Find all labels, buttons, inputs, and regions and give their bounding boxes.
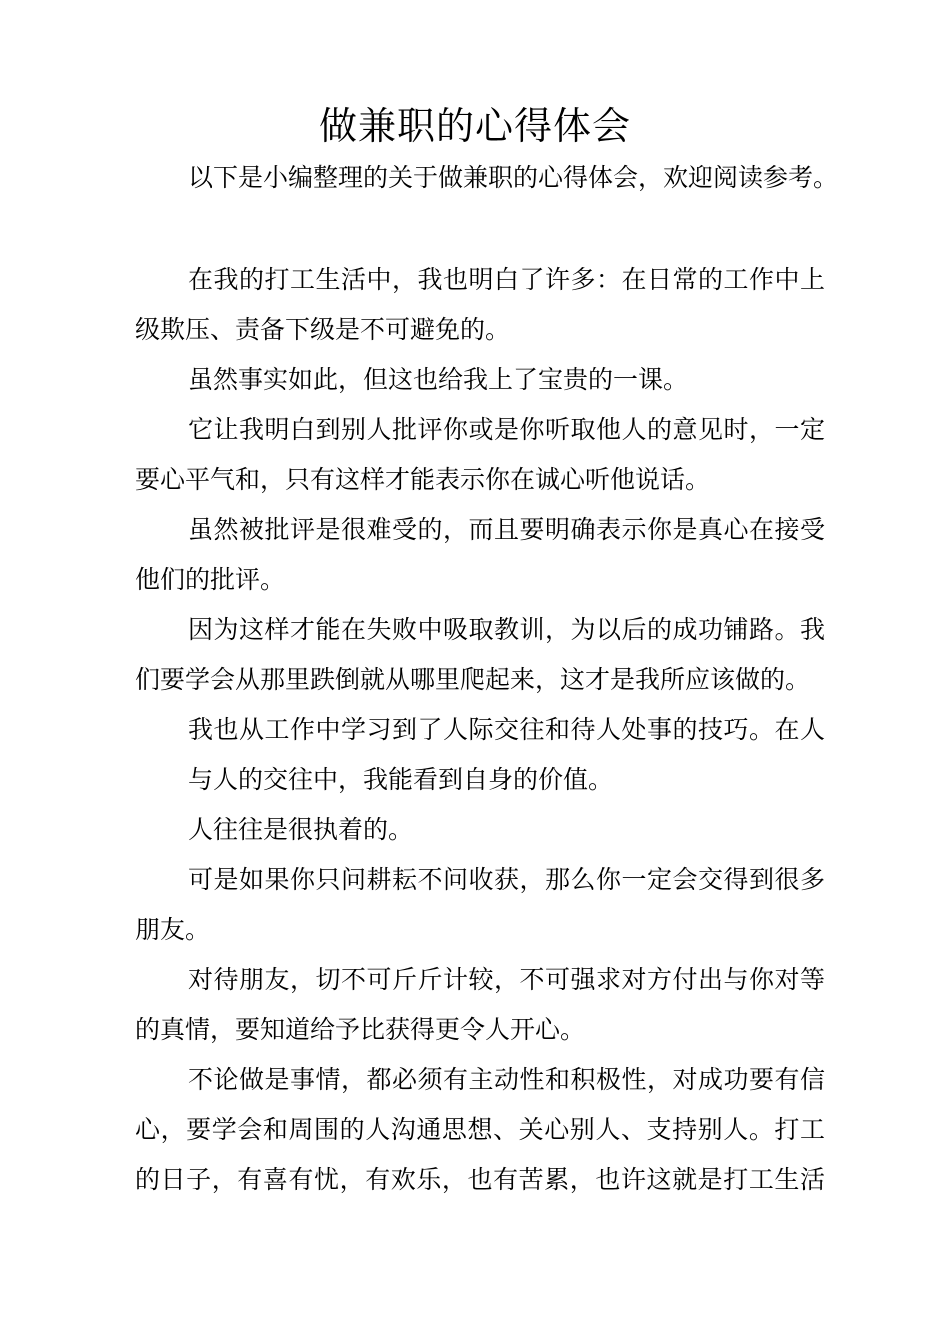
intro-line: 以下是小编整理的关于做兼职的心得体会，欢迎阅读参考。 (188, 163, 839, 192)
paragraph: 人往往是很执着的。 (188, 815, 414, 844)
paragraph: 在我的打工生活中，我也明白了许多：在日常的工作中上级欺压、责备下级是不可避免的。 (135, 265, 825, 344)
paragraph: 虽然被批评是很难受的，而且要明确表示你是真心在接受他们的批评。 (135, 515, 825, 594)
paragraph: 对待朋友，切不可斤斤计较，不可强求对方付出与你对等的真情，要知道给予比获得更令人开心。 (135, 965, 825, 1044)
paragraph: 可是如果你只问耕耘不问收获，那么你一定会交得到很多朋友。 (135, 865, 825, 944)
document-body (135, 255, 825, 1205)
paragraph: 不论做是事情，都必须有主动性和积极性，对成功要有信心，要学会和周围的人沟通思想、关心别人、支持别人。打工的日子，有喜有忧，有欢乐，也有苦累，也许这就是打工生活 (135, 1065, 825, 1194)
paragraph: 虽然事实如此，但这也给我上了宝贵的一课。 (188, 365, 689, 394)
paragraph: 因为这样才能在失败中吸取教训，为以后的成功铺路。我们要学会从那里跌倒就从哪里爬起来，这才是我所应该做的。 (135, 615, 825, 694)
document-title: 做兼职的心得体会 (318, 104, 631, 148)
paragraph: 我也从工作中学习到了人际交往和待人处事的技巧。在人与人的交往中，我能看到自身的价值。 (188, 715, 825, 794)
paragraph: 它让我明白到别人批评你或是你听取他人的意见时，一定要心平气和，只有这样才能表示你在诚心听他说话。 (135, 415, 825, 494)
